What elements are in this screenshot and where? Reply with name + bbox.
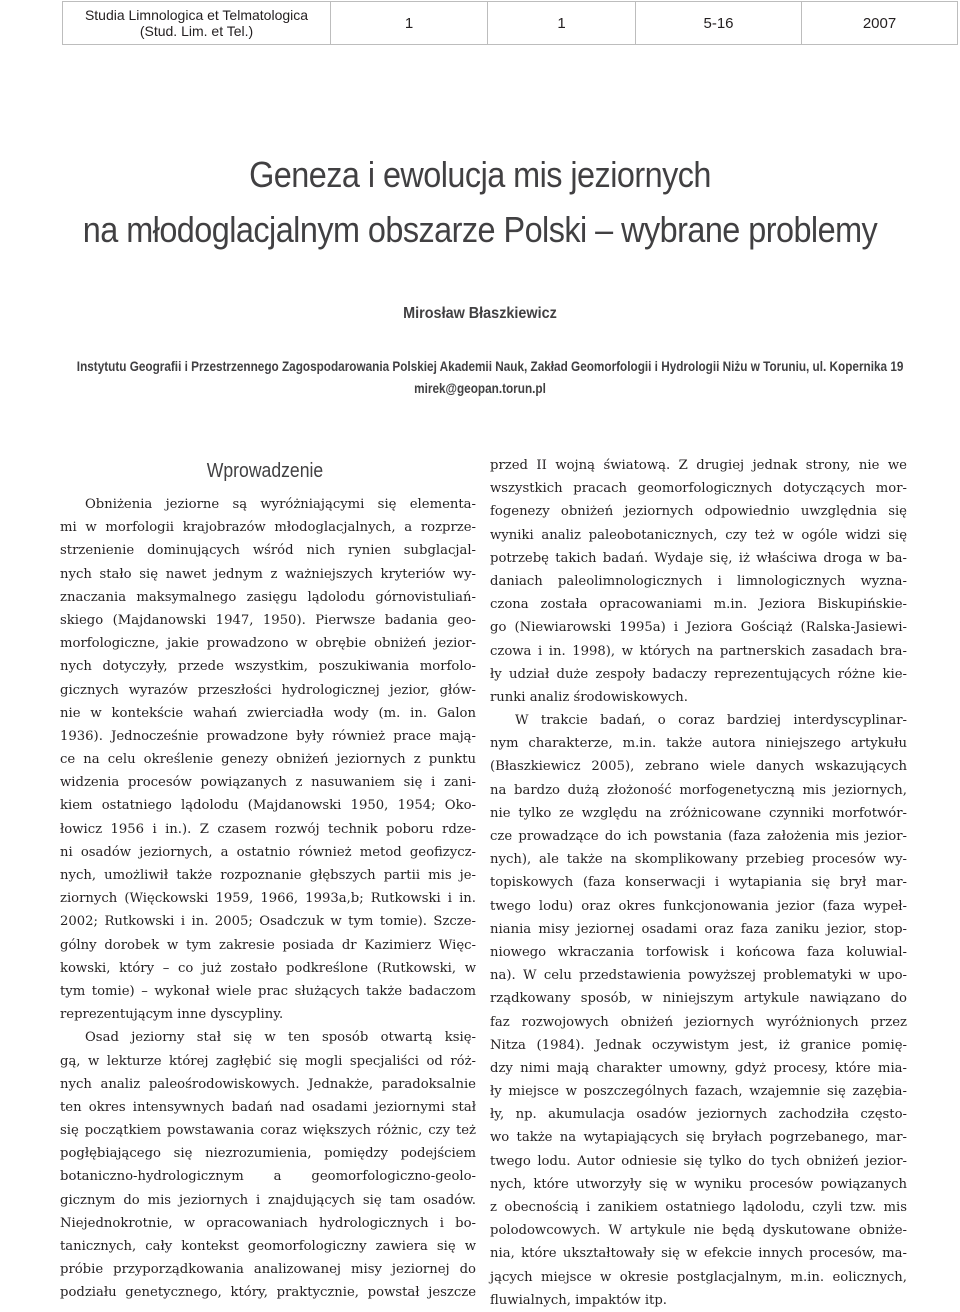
text-line: widzenia procesów powiązanych z nasuwaniem się i zani- [60,775,476,791]
section-heading: Wprowadzenie [206,460,324,482]
text-line: nym charakterze, m.in. także autora niniejszego artykułu [490,736,907,752]
text-line: niania misy jeziornej osadami oraz faza zaniku jezior, stop- [490,921,907,937]
text-line: strzenienie dominujących wśród nich rynien subglacjal- [60,543,476,559]
text-line: nych stało się nawet jednym z ważniejszych kryteriów wy- [60,566,476,582]
issue-cell: 1 [488,2,636,45]
text-line: faz rozwojowych obniżeń jeziornych wyróżnionych przez [490,1014,907,1030]
text-line: kiem ostatniego lądolodu (Majdanowski 1950, 1954; Oko- [60,798,476,814]
text-line: Obniżenia jeziorne są wyróżniającymi się elementa- [85,497,476,512]
text-line: nych, które utworzyły się w wyniku procesów powiązanych [490,1176,907,1192]
text-line: gicznym do mis jeziornych i znajdujących się tam osadów. [60,1192,476,1208]
text-line: ły udział duże zespoły badaczy reprezentujących różne kie- [490,666,907,682]
pages-cell: 5-16 [636,2,802,45]
text-line: rządkowany sposób, w niniejszym artykule nawiązano do [490,991,907,1007]
journal-name-cell [63,2,331,45]
text-line: reprezentującym inne dyscypliny. [60,1007,284,1023]
text-line: tym tomie) – wykonał wiele prac służących także badaczom [60,983,476,999]
text-line: nych analiz paleośrodowiskowych. Jednakże, paradoksalnie [60,1076,476,1092]
text-line: nych), ale także na skomplikowany przebieg procesów wy- [490,852,907,868]
volume-cell: 1 [331,2,488,45]
text-line: fluwialnych, impaktów itp. [490,1292,667,1308]
text-line: czowa i in. 1998), w których na partnerskich zasadach bra- [490,643,907,659]
text-line: cze prowadzące do ich powstania (faza założenia mis jezior- [490,829,907,844]
text-line: gólny dorobek w tym zakresie posiada dr Kazimierz Więc- [60,937,476,953]
text-line: twego lodu. Autor odniesie się tylko do tych obniżeń jezior- [490,1153,907,1169]
text-line: 1936). Jednocześnie prowadzone były również prace mają- [60,728,476,744]
author-name: Mirosław Błaszkiewicz [403,305,557,322]
text-line: Osad jeziorny stał się w ten sposób otwartą księ- [85,1030,476,1046]
text-line: się początkiem powstawania coraz większych różnic, czy też [60,1123,476,1139]
text-line: z obecnością i zanikiem ostatniego lądolodu, czyli tzw. mis [490,1200,907,1215]
text-line: kowski, który – co już zostało podkreślone (Rutkowski, w [60,960,476,976]
text-line: niowego wkraczania torfowisk i końcowa faza koluwial- [490,944,907,960]
text-line: skiego (Majdanowski 1947, 1950). Pierwsze badania geo- [60,612,476,628]
body-column-right [490,454,907,1312]
text-line: (Błaszkiewicz 2005), zebrano wiele danych wskazujących [490,759,907,775]
body-column-left [60,493,476,1305]
text-line: ły, np. akumulacja osadów jeziornych zachodziła często- [490,1107,907,1123]
text-line: łowicz 1956 i in.). Z czasem rozwój technik poboru rdze- [60,821,476,837]
text-line: ziornych (Więckowski 1959, 1966, 1993a,b; Rutkowski i in. [60,891,476,907]
text-line: nych, umożliwił także rozpoznanie głębszych partii mis je- [60,868,476,883]
article-title-line-2: na młodoglacjalnym obszarze Polski – wybrane problemy [82,209,878,250]
text-line: fogenezy obniżeń jeziornych odpowiednio uwzględnia się [490,504,907,520]
text-line: daniach paleolimnologicznych i limnologicznych wyzna- [490,573,907,589]
text-line: botaniczno-hydrologicznym a geomorfologiczno-geolo- [60,1169,476,1185]
journal-header-table [62,1,958,45]
text-line: morfologiczne, jakie prowadzono w obrębie obniżeń jezior- [60,636,476,652]
text-line: Niejednokrotnie, w opracowaniach hydrologicznych i bo- [60,1215,476,1231]
text-line: ce na celu określenie genezy obniżeń jeziornych z punktu [60,752,476,768]
text-line: wyniki analiz paleobotanicznych, czy też w ogóle widzi się [490,527,907,543]
text-line: znaczania maksymalnego zasięgu lądolodu górnovistuliań- [60,589,476,605]
text-line: podziału genetycznego, który, praktycznie, powstał jeszcze [60,1285,476,1301]
journal-abbreviation: (Stud. Lim. et Tel.) [139,23,254,39]
text-line: topiskowych (faza konserwacji i wytapiania się brył mar- [490,875,907,891]
text-line: nych dotyczyły, przede wszystkim, poszukiwania morfolo- [60,659,476,675]
article-title-line-1: Geneza i ewolucja mis jeziornych [249,154,711,195]
text-line: runki analiz środowiskowych. [490,689,688,705]
text-line: przed II wojną światową. Z drugiej jednak strony, nie we [490,458,907,473]
text-line: na). W celu przedstawienia powyższej problematyki w upo- [490,968,907,984]
journal-name: Studia Limnologica et Telmatologica [84,7,309,23]
text-line: gicznych wyrazów przeszłości hydrologicznej jezior, głów- [60,682,476,698]
text-line: nie tylko ze względu na zróżnicowane czynniki morfotwór- [490,805,907,821]
text-line: 2002; Rutkowski i in. 2005; Osadczuk w tym tomie). Szcze- [60,914,476,930]
text-line: polodowcowych. W artykule nie będą dyskutowane obniże- [490,1223,907,1239]
text-line: mi w morfologii krajobrazów młodoglacjalnych, a rozprze- [60,520,476,536]
text-line: pogłębiającego się niezrozumienia, pomiędzy podejściem [60,1146,476,1162]
text-line: ten okres intensywnych badań nad osadami jeziornymi stał [60,1099,476,1115]
text-line: gą, w lekturze której zagłębić się mogli specjaliści od róż- [60,1053,476,1069]
text-line: czona została opracowaniami m.in. Jeziora Biskupińskie- [490,597,907,613]
year-cell: 2007 [802,2,958,45]
text-line: wo także na wytapiających się bryłach pogrzebanego, mar- [490,1130,907,1146]
text-line: wszystkich pracach geomorfologicznych dotyczących mor- [490,481,907,497]
author-affiliation: Instytutu Geografii i Przestrzennego Zagospodarowania Polskiej Akademii Nauk, Zakład Geomorfologii i Hydrologii Niżu w Toruniu, ul. Kopernika 19 [76,358,904,374]
text-line: ni osadów jeziornych, a ostatnio również metod geofizycz- [60,844,476,860]
text-line: W trakcie badań, o coraz bardziej interdyscyplinar- [515,713,907,729]
text-line: próbie przyporządkowania analizowanej misy jeziornej do [60,1262,476,1278]
text-line: potrzebę takich badań. Wydaje się, iż właściwa droga w ba- [490,550,907,566]
text-line: jących miejsce w okresie postglacjalnym, m.in. eolicznych, [490,1269,907,1285]
text-line: go (Niewiarowski 1995a) i Jeziora Gościąż (Ralska-Jasiewi- [490,620,907,636]
author-email: mirek@geopan.torun.pl [414,380,546,396]
text-line: tanicznych, cały kontekst geomorfologiczny zawiera się w [60,1239,476,1254]
text-line: na bardzo dużą złożoność morfogenetyczną mis jeziornych, [490,782,907,798]
text-line: Nitza (1984). Jednak oczywistym jest, iż granice pomię- [490,1037,907,1053]
text-line: nie w kontekście wahań zwierciadła wody (m. in. Galon [60,705,476,721]
text-line: ły miejsce w poszczególnych fazach, wzajemnie się zazębia- [490,1084,907,1100]
text-line: dzy nimi mają charakter umowny, gdyż procesy, które mia- [490,1060,907,1076]
text-line: nia, które ukształtowały się w efekcie innych procesów, ma- [490,1246,907,1262]
text-line: twego lodu) oraz okres funkcjonowania jezior (faza wypeł- [490,898,907,914]
